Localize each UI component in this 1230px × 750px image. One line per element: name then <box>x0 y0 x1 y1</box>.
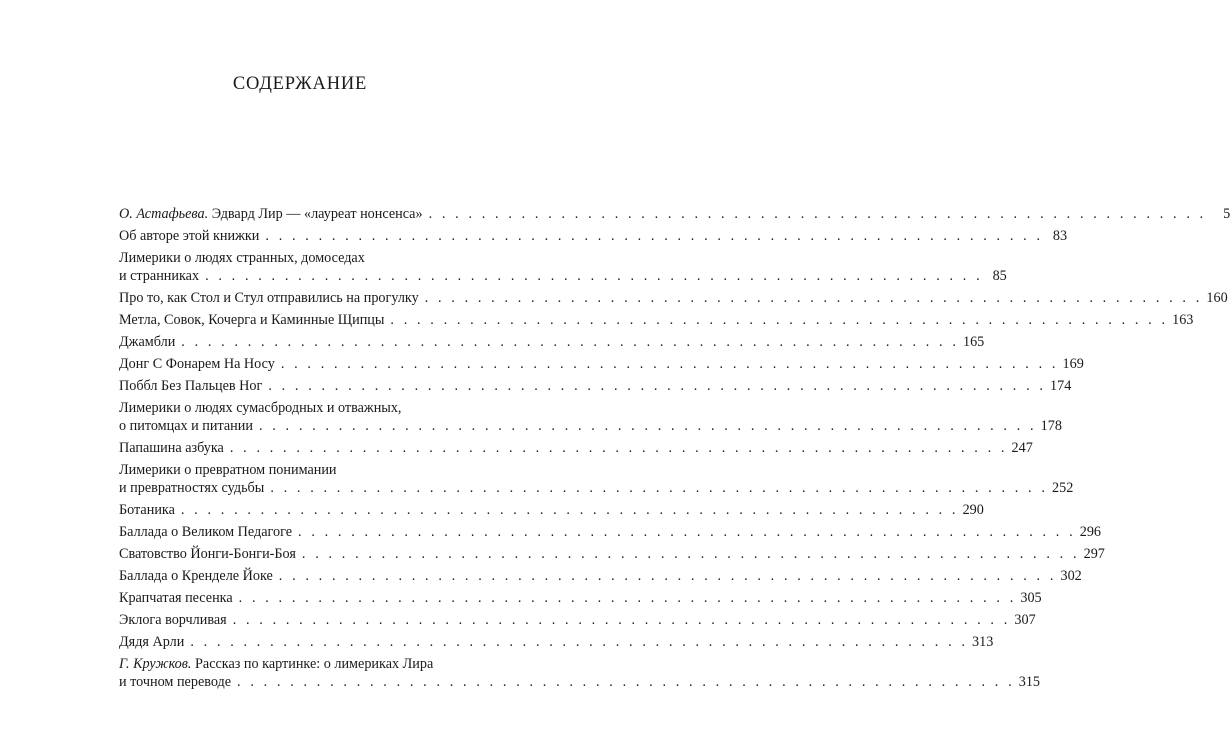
dot-leader: . . . . . . . . . . . . . . . . . . . . . . . . . . . . . . . . . . . . . . . . . . . . . . . . . . . . . . . . . . . <box>205 268 983 284</box>
toc-entry-title: и точном переводе <box>119 674 232 690</box>
toc-entry-last-line <box>119 333 985 351</box>
toc-entry[interactable] <box>119 249 1007 285</box>
toc-entry-author: О. Астафьева. <box>119 206 209 222</box>
table-of-contents <box>119 205 1230 695</box>
toc-entry[interactable] <box>119 633 994 651</box>
toc-entry[interactable] <box>119 589 1042 607</box>
dot-leader: . . . . . . . . . . . . . . . . . . . . . . . . . . . . . . . . . . . . . . . . . . . . . . . . . . . . . . . . . . . <box>190 634 969 650</box>
toc-entry-title: о питомцах и питании <box>119 418 253 434</box>
toc-page-number: 174 <box>1050 378 1072 394</box>
dot-leader: . . . . . . . . . . . . . . . . . . . . . . . . . . . . . . . . . . . . . . . . . . . . . . . . . . . . . . . . . . . <box>181 334 959 350</box>
toc-entry-last-line <box>119 355 1084 373</box>
toc-entry-title: Рассказ по картинке: о лимериках Лира <box>195 656 434 672</box>
dot-leader: . . . . . . . . . . . . . . . . . . . . . . . . . . . . . . . . . . . . . . . . . . . . . . . . . . . . . . . . . . . <box>424 290 1203 306</box>
toc-page-number: 302 <box>1060 568 1082 584</box>
toc-entry[interactable] <box>119 311 1194 329</box>
dot-leader: . . . . . . . . . . . . . . . . . . . . . . . . . . . . . . . . . . . . . . . . . . . . . . . . . . . . . . . . . . . <box>278 568 1057 584</box>
toc-entry-last-line <box>119 523 1102 541</box>
toc-entry[interactable] <box>119 461 1074 497</box>
toc-page-number: 315 <box>1018 674 1041 690</box>
toc-entry[interactable] <box>119 205 1230 223</box>
toc-entry-title: Лимерики о людях сумасбродных и отважных, <box>119 400 402 416</box>
dot-leader: . . . . . . . . . . . . . . . . . . . . . . . . . . . . . . . . . . . . . . . . . . . . . . . . . . . . . . . . . . . <box>280 356 1059 372</box>
toc-entry-line <box>119 461 497 479</box>
toc-page-number: 163 <box>1172 312 1194 328</box>
toc-page-number: 169 <box>1062 356 1084 372</box>
toc-entry-last-line <box>119 377 1072 395</box>
toc-entry-last-line <box>119 227 1068 245</box>
toc-entry-line <box>119 249 497 267</box>
toc-page-number: 247 <box>1011 440 1033 456</box>
dot-leader: . . . . . . . . . . . . . . . . . . . . . . . . . . . . . . . . . . . . . . . . . . . . . . . . . . . . . . . . . . . <box>270 480 1048 496</box>
toc-entry-title: Ботаника <box>119 502 175 518</box>
toc-entry-title: Поббл Без Пальцев Ног <box>119 378 263 394</box>
dot-leader: . . . . . . . . . . . . . . . . . . . . . . . . . . . . . . . . . . . . . . . . . . . . . . . . . . . . . . . . . . . <box>232 612 1011 628</box>
toc-entry[interactable] <box>119 611 1036 629</box>
toc-entry-title: Крапчатая песенка <box>119 590 233 606</box>
toc-entry-last-line <box>119 311 1194 329</box>
toc-entry[interactable] <box>119 501 984 519</box>
dot-leader: . . . . . . . . . . . . . . . . . . . . . . . . . . . . . . . . . . . . . . . . . . . . . . . . . . . . . . . . . . . <box>258 418 1037 434</box>
toc-entry-title: Баллада о Кренделе Йоке <box>119 568 273 584</box>
dot-leader: . . . . . . . . . . . . . . . . . . . . . . . . . . . . . . . . . . . . . . . . . . . . . . . . . . . . . . . . . . . <box>268 378 1047 394</box>
toc-page-number: 5 <box>1223 206 1230 222</box>
toc-entry-line <box>119 399 497 417</box>
toc-entry-title: Эдвард Лир — «лауреат нонсенса» <box>211 206 423 222</box>
toc-entry-title: и превратностях судьбы <box>119 480 265 496</box>
dot-leader: . . . . . . . . . . . . . . . . . . . . . . . . . . . . . . . . . . . . . . . . . . . . . . . . . . . . . . . . . . . <box>428 206 1207 222</box>
toc-entry[interactable] <box>119 655 1041 691</box>
toc-entry[interactable] <box>119 567 1082 585</box>
page-title: СОДЕРЖАНИЕ <box>232 74 368 94</box>
toc-entry-title: Джамбли <box>119 334 176 350</box>
toc-entry-last-line <box>119 479 1074 497</box>
toc-entry-title: Баллада о Великом Педагоге <box>119 524 293 540</box>
toc-page-number: 290 <box>962 502 984 518</box>
toc-page-number: 160 <box>1206 290 1228 306</box>
toc-entry-last-line <box>119 267 1007 285</box>
dot-leader: . . . . . . . . . . . . . . . . . . . . . . . . . . . . . . . . . . . . . . . . . . . . . . . . . . . . . . . . . . . <box>301 546 1080 562</box>
dot-leader: . . . . . . . . . . . . . . . . . . . . . . . . . . . . . . . . . . . . . . . . . . . . . . . . . . . . . . . . . . . <box>298 524 1076 540</box>
toc-entry-title: Об авторе этой книжки <box>119 228 260 244</box>
dot-leader: . . . . . . . . . . . . . . . . . . . . . . . . . . . . . . . . . . . . . . . . . . . . . . . . . . . . . . . . . . . <box>180 502 959 518</box>
toc-entry-title: Про то, как Стол и Стул отправились на прогулку <box>119 290 419 306</box>
toc-page-number: 165 <box>962 334 985 350</box>
toc-entry[interactable] <box>119 545 1105 563</box>
toc-entry-last-line <box>119 673 1041 691</box>
toc-entry-last-line <box>119 417 1062 435</box>
toc-entry-last-line <box>119 205 1230 223</box>
toc-entry[interactable] <box>119 227 1068 245</box>
toc-entry-title: Лимерики о превратном понимании <box>119 462 337 478</box>
toc-entry-last-line <box>119 545 1105 563</box>
toc-entry-title: Дядя Арли <box>119 634 185 650</box>
toc-entry-title: и странниках <box>119 268 200 284</box>
toc-entry[interactable] <box>119 289 1228 307</box>
dot-leader: . . . . . . . . . . . . . . . . . . . . . . . . . . . . . . . . . . . . . . . . . . . . . . . . . . . . . . . . . . . <box>390 312 1169 328</box>
toc-entry-last-line <box>119 611 1036 629</box>
dot-leader: . . . . . . . . . . . . . . . . . . . . . . . . . . . . . . . . . . . . . . . . . . . . . . . . . . . . . . . . . . . <box>237 674 1015 690</box>
toc-entry-last-line <box>119 439 1033 457</box>
toc-page-number: 178 <box>1040 418 1062 434</box>
dot-leader: . . . . . . . . . . . . . . . . . . . . . . . . . . . . . . . . . . . . . . . . . . . . . . . . . . . . . . . . . . . <box>238 590 1017 606</box>
toc-entry-last-line <box>119 289 1228 307</box>
toc-entry[interactable] <box>119 523 1102 541</box>
toc-page-number: 85 <box>992 268 1007 284</box>
toc-entry-last-line <box>119 589 1042 607</box>
toc-entry-title: Эклога ворчливая <box>119 612 227 628</box>
dot-leader: . . . . . . . . . . . . . . . . . . . . . . . . . . . . . . . . . . . . . . . . . . . . . . . . . . . . . . . . . . . <box>229 440 1008 456</box>
toc-entry-title: Лимерики о людях странных, домоседах <box>119 250 365 266</box>
toc-entry-title: Папашина азбука <box>119 440 224 456</box>
toc-entry-author: Г. Кружков. <box>119 656 192 672</box>
toc-page-number: 83 <box>1052 228 1068 244</box>
toc-page-number: 305 <box>1020 590 1042 606</box>
dot-leader: . . . . . . . . . . . . . . . . . . . . . . . . . . . . . . . . . . . . . . . . . . . . . . . . . . . . . . . . . . . <box>265 228 1044 244</box>
toc-entry[interactable] <box>119 399 1062 435</box>
toc-entry[interactable] <box>119 377 1072 395</box>
toc-page-number: 252 <box>1052 480 1074 496</box>
toc-entry-line <box>119 655 497 673</box>
toc-entry-title: Сватовство Йонги-Бонги-Боя <box>119 546 296 562</box>
toc-entry[interactable] <box>119 333 985 351</box>
toc-entry[interactable] <box>119 439 1033 457</box>
toc-page-number: 297 <box>1083 546 1105 562</box>
toc-page-number: 296 <box>1079 524 1102 540</box>
toc-entry-last-line <box>119 501 984 519</box>
toc-entry-title: Метла, Совок, Кочерга и Каминные Щипцы <box>119 312 385 328</box>
toc-entry[interactable] <box>119 355 1084 373</box>
toc-entry-title: Донг С Фонарем На Носу <box>119 356 275 372</box>
toc-entry-last-line <box>119 633 994 651</box>
toc-entry-last-line <box>119 567 1082 585</box>
toc-page-number: 307 <box>1014 612 1036 628</box>
toc-page-number: 313 <box>972 634 994 650</box>
